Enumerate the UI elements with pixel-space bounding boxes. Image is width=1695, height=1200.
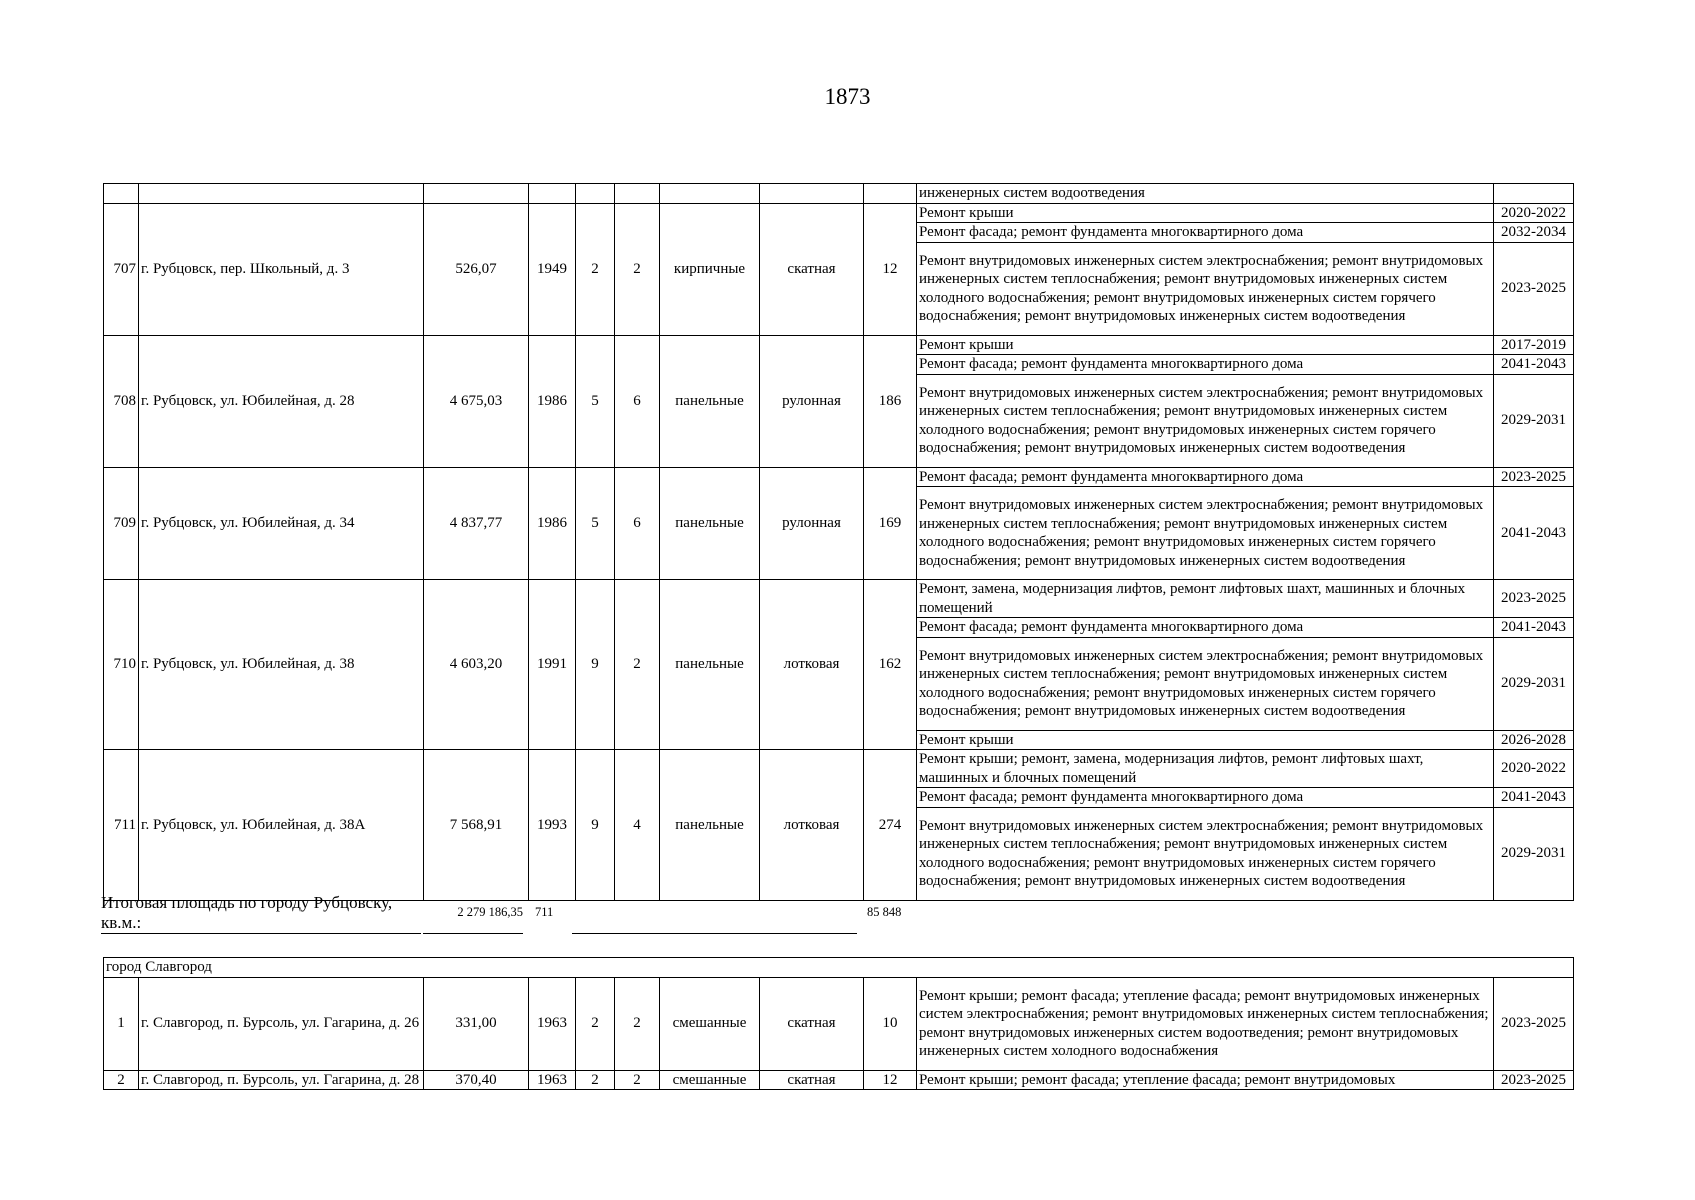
work-period: 2041-2043 xyxy=(1494,355,1574,375)
year: 1963 xyxy=(529,1070,576,1090)
floors: 2 xyxy=(576,203,615,335)
area: 4 675,03 xyxy=(424,335,529,467)
address: г. Славгород, п. Бурсоль, ул. Гагарина, д. 28 xyxy=(139,1070,424,1090)
work-description: Ремонт крыши xyxy=(917,335,1494,355)
work-description: Ремонт внутридомовых инженерных систем электроснабжения; ремонт внутридомовых инженерных систем теплоснабжения; ремонт внутридомовых инженерных систем холодного водоснабжения; ремонт внутридомовых инженерных систем горячего водоснабжения; ремонт внутридомовых инженерных систем водоотведения xyxy=(917,637,1494,730)
apartments: 169 xyxy=(864,467,917,580)
address: г. Рубцовск, ул. Юбилейная, д. 28 xyxy=(139,335,424,467)
floors: 2 xyxy=(576,1070,615,1090)
work-description: Ремонт фасада; ремонт фундамента многоквартирного дома xyxy=(917,788,1494,808)
address: г. Рубцовск, пер. Школьный, д. 3 xyxy=(139,203,424,335)
work-description: Ремонт крыши; ремонт фасада; утепление фасада; ремонт внутридомовых xyxy=(917,1070,1494,1090)
entrances: 2 xyxy=(615,580,660,750)
row-number: 707 xyxy=(104,203,139,335)
total-count: 711 xyxy=(535,905,554,919)
year: 1993 xyxy=(529,750,576,901)
row-number: 711 xyxy=(104,750,139,901)
entrances: 2 xyxy=(615,1070,660,1090)
work-period: 2020-2022 xyxy=(1494,750,1574,788)
entrances: 6 xyxy=(615,335,660,467)
area: 4 837,77 xyxy=(424,467,529,580)
slavgorod-table xyxy=(103,957,1574,1090)
work-description: Ремонт фасада; ремонт фундамента многоквартирного дома xyxy=(917,223,1494,243)
work-period: 2017-2019 xyxy=(1494,335,1574,355)
roof-type: рулонная xyxy=(760,335,864,467)
address: г. Рубцовск, ул. Юбилейная, д. 38 xyxy=(139,580,424,750)
roof-type: скатная xyxy=(760,977,864,1070)
area: 7 568,91 xyxy=(424,750,529,901)
year: 1991 xyxy=(529,580,576,750)
continuation-row xyxy=(104,184,1574,204)
year: 1949 xyxy=(529,203,576,335)
underline xyxy=(423,933,523,934)
wall-material: панельные xyxy=(660,335,760,467)
table-row xyxy=(104,977,1574,1070)
work-period: 2020-2022 xyxy=(1494,203,1574,223)
area: 4 603,20 xyxy=(424,580,529,750)
work-period: 2029-2031 xyxy=(1494,637,1574,730)
roof-type: рулонная xyxy=(760,467,864,580)
total-label: Итоговая площадь по городу Рубцовску, кв.м.: xyxy=(101,893,421,934)
area: 370,40 xyxy=(424,1070,529,1090)
floors: 5 xyxy=(576,467,615,580)
floors: 2 xyxy=(576,977,615,1070)
work-period: 2032-2034 xyxy=(1494,223,1574,243)
work-period: 2041-2043 xyxy=(1494,618,1574,638)
work-period: 2041-2043 xyxy=(1494,788,1574,808)
roof-type: скатная xyxy=(760,1070,864,1090)
total-area: 2 279 186,35 xyxy=(457,905,523,919)
total-apartments: 85 848 xyxy=(867,905,902,919)
work-description: Ремонт фасада; ремонт фундамента многоквартирного дома xyxy=(917,355,1494,375)
work-description: Ремонт внутридомовых инженерных систем электроснабжения; ремонт внутридомовых инженерных систем теплоснабжения; ремонт внутридомовых инженерных систем холодного водоснабжения; ремонт внутридомовых инженерных систем горячего водоснабжения; ремонт внутридомовых инженерных систем водоотведения xyxy=(917,242,1494,335)
wall-material: панельные xyxy=(660,467,760,580)
area: 331,00 xyxy=(424,977,529,1070)
work-description: инженерных систем водоотведения xyxy=(917,184,1494,204)
wall-material: смешанные xyxy=(660,977,760,1070)
table-row xyxy=(104,750,1574,788)
work-period: 2029-2031 xyxy=(1494,807,1574,900)
floors: 5 xyxy=(576,335,615,467)
city-header-row xyxy=(104,958,1574,978)
work-description: Ремонт крыши; ремонт фасада; утепление фасада; ремонт внутридомовых инженерных систем электроснабжения; ремонт внутридомовых инженерных систем теплоснабжения; ремонт внутридомовых инженерных систем водоотведения; ремонт внутридомовых инженерных систем холодного водоснабжения xyxy=(917,977,1494,1070)
entrances: 4 xyxy=(615,750,660,901)
wall-material: смешанные xyxy=(660,1070,760,1090)
year: 1963 xyxy=(529,977,576,1070)
work-period: 2026-2028 xyxy=(1494,730,1574,750)
work-description: Ремонт внутридомовых инженерных систем электроснабжения; ремонт внутридомовых инженерных систем теплоснабжения; ремонт внутридомовых инженерных систем холодного водоснабжения; ремонт внутридомовых инженерных систем горячего водоснабжения; ремонт внутридомовых инженерных систем водоотведения xyxy=(917,374,1494,467)
work-description: Ремонт крыши xyxy=(917,730,1494,750)
row-number: 710 xyxy=(104,580,139,750)
work-description: Ремонт фасада; ремонт фундамента многоквартирного дома xyxy=(917,467,1494,487)
city-total xyxy=(101,893,921,937)
year: 1986 xyxy=(529,467,576,580)
row-number: 709 xyxy=(104,467,139,580)
apartments: 162 xyxy=(864,580,917,750)
work-description: Ремонт крыши; ремонт, замена, модернизация лифтов, ремонт лифтовых шахт, машинных и блочных помещений xyxy=(917,750,1494,788)
row-number: 1 xyxy=(104,977,139,1070)
year: 1986 xyxy=(529,335,576,467)
work-period: 2041-2043 xyxy=(1494,487,1574,580)
page-number: 1873 xyxy=(824,84,871,109)
work-period: 2023-2025 xyxy=(1494,580,1574,618)
entrances: 2 xyxy=(615,203,660,335)
buildings-table xyxy=(103,183,1574,901)
work-period: 2029-2031 xyxy=(1494,374,1574,467)
work-description: Ремонт фасада; ремонт фундамента многоквартирного дома xyxy=(917,618,1494,638)
address: г. Рубцовск, ул. Юбилейная, д. 34 xyxy=(139,467,424,580)
floors: 9 xyxy=(576,580,615,750)
wall-material: панельные xyxy=(660,580,760,750)
work-description: Ремонт внутридомовых инженерных систем электроснабжения; ремонт внутридомовых инженерных систем теплоснабжения; ремонт внутридомовых инженерных систем холодного водоснабжения; ремонт внутридомовых инженерных систем горячего водоснабжения; ремонт внутридомовых инженерных систем водоотведения xyxy=(917,487,1494,580)
roof-type: скатная xyxy=(760,203,864,335)
work-description: Ремонт, замена, модернизация лифтов, ремонт лифтовых шахт, машинных и блочных помещений xyxy=(917,580,1494,618)
entrances: 6 xyxy=(615,467,660,580)
wall-material: кирпичные xyxy=(660,203,760,335)
work-period: 2023-2025 xyxy=(1494,977,1574,1070)
wall-material: панельные xyxy=(660,750,760,901)
underline xyxy=(572,933,857,934)
floors: 9 xyxy=(576,750,615,901)
table-row xyxy=(104,1070,1574,1090)
table-row xyxy=(104,203,1574,223)
apartments: 274 xyxy=(864,750,917,901)
entrances: 2 xyxy=(615,977,660,1070)
city-title: город Славгород xyxy=(104,958,1574,978)
work-description: Ремонт крыши xyxy=(917,203,1494,223)
row-number: 2 xyxy=(104,1070,139,1090)
apartments: 12 xyxy=(864,203,917,335)
area: 526,07 xyxy=(424,203,529,335)
apartments: 186 xyxy=(864,335,917,467)
table-row xyxy=(104,335,1574,355)
table-row xyxy=(104,580,1574,618)
work-description: Ремонт внутридомовых инженерных систем электроснабжения; ремонт внутридомовых инженерных систем теплоснабжения; ремонт внутридомовых инженерных систем холодного водоснабжения; ремонт внутридомовых инженерных систем горячего водоснабжения; ремонт внутридомовых инженерных систем водоотведения xyxy=(917,807,1494,900)
table-row xyxy=(104,467,1574,487)
address: г. Рубцовск, ул. Юбилейная, д. 38А xyxy=(139,750,424,901)
work-period: 2023-2025 xyxy=(1494,242,1574,335)
work-period: 2023-2025 xyxy=(1494,467,1574,487)
work-period: 2023-2025 xyxy=(1494,1070,1574,1090)
roof-type: лотковая xyxy=(760,750,864,901)
roof-type: лотковая xyxy=(760,580,864,750)
row-number: 708 xyxy=(104,335,139,467)
address: г. Славгород, п. Бурсоль, ул. Гагарина, д. 26 xyxy=(139,977,424,1070)
apartments: 10 xyxy=(864,977,917,1070)
apartments: 12 xyxy=(864,1070,917,1090)
